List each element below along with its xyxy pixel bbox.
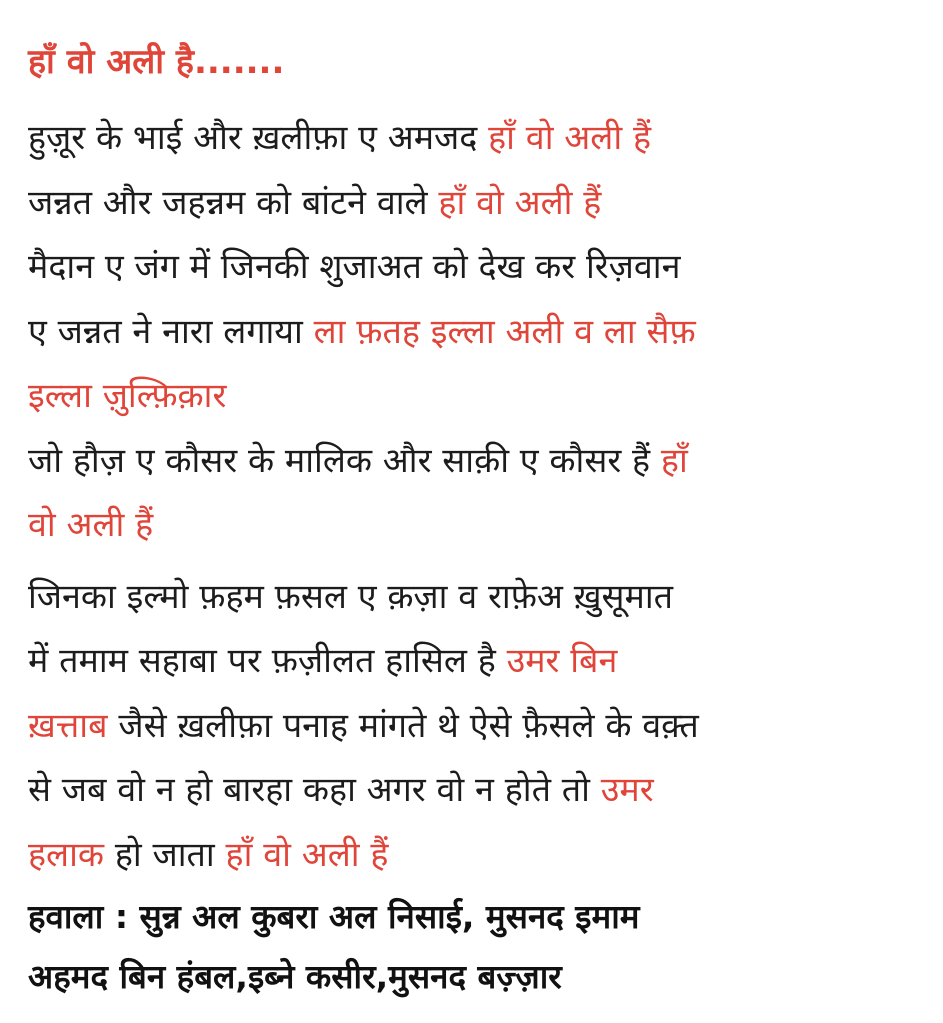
paragraph-3 [28, 429, 917, 558]
text-line [28, 823, 917, 888]
highlight-span: ख़त्ताब [28, 705, 108, 746]
text-line [28, 171, 917, 236]
page-title: हाँ वो अली है....... [28, 42, 285, 82]
reference-line: हवाला : सुन्न अल कुबरा अल निसाई, मुसनद इमाम [28, 897, 640, 936]
text-span: ए जन्नत ने नारा लगाया [28, 311, 314, 352]
highlight-span: हाँ वो अली हैं [438, 182, 602, 223]
text-span: से जब वो न हो बारहा कहा अगर वो न होते तो [28, 770, 601, 810]
text-span: जैसे ख़लीफ़ा पनाह मांगते थे ऐसे फ़ैसले के वक़्त [107, 705, 699, 746]
reference-line: अहमद बिन हंबल,इब्ने कसीर,मुसनद बज़्ज़ार [28, 957, 562, 996]
paragraph-gap [28, 558, 917, 565]
highlight-span: हाँ वो अली हैं [488, 118, 652, 158]
paragraph-1 [28, 106, 917, 235]
text-line [28, 694, 917, 759]
text-line [28, 235, 917, 300]
reference-block [28, 887, 917, 1007]
highlight-span: हलाक [28, 834, 105, 875]
highlight-span: हाँ [660, 440, 688, 481]
text-span: हो जाता [104, 834, 226, 875]
text-span: मैदान ए जंग में जिनकी शुजाअत को देख कर रिज़वान [28, 247, 681, 287]
text-line [28, 300, 917, 365]
text-span: जिनका इल्मो फ़हम फ़सल ए क़ज़ा व राफ़ेअ ख़ुसूमात [28, 576, 674, 617]
text-line [28, 565, 917, 630]
text-line [28, 758, 917, 823]
highlight-span: उमर [600, 770, 654, 810]
text-span: जन्नत और जहन्नम को बांटने वाले [28, 182, 439, 223]
highlight-line: इल्ला ज़ुल्फ़िक़ार [28, 376, 227, 416]
highlight-span: ला फ़तह इल्ला अली व ला सैफ़ [313, 311, 696, 352]
text-line [28, 629, 917, 694]
text-span: में तमाम सहाबा पर फ़ज़ीलत हासिल है [28, 641, 507, 681]
paragraph-4 [28, 565, 917, 888]
text-line [28, 106, 917, 171]
text-span: हुज़ूर के भाई और ख़लीफ़ा ए अमजद [28, 118, 489, 158]
text-span: जो हौज़ ए कौसर के मालिक और साक़ी ए कौसर हैं [28, 440, 661, 481]
highlight-span: उमर बिन [506, 641, 618, 681]
highlight-span: हाँ वो अली हैं [225, 834, 389, 875]
highlight-line: वो अली हैं [28, 505, 154, 545]
paragraph-2 [28, 235, 917, 429]
text-line [28, 429, 917, 494]
